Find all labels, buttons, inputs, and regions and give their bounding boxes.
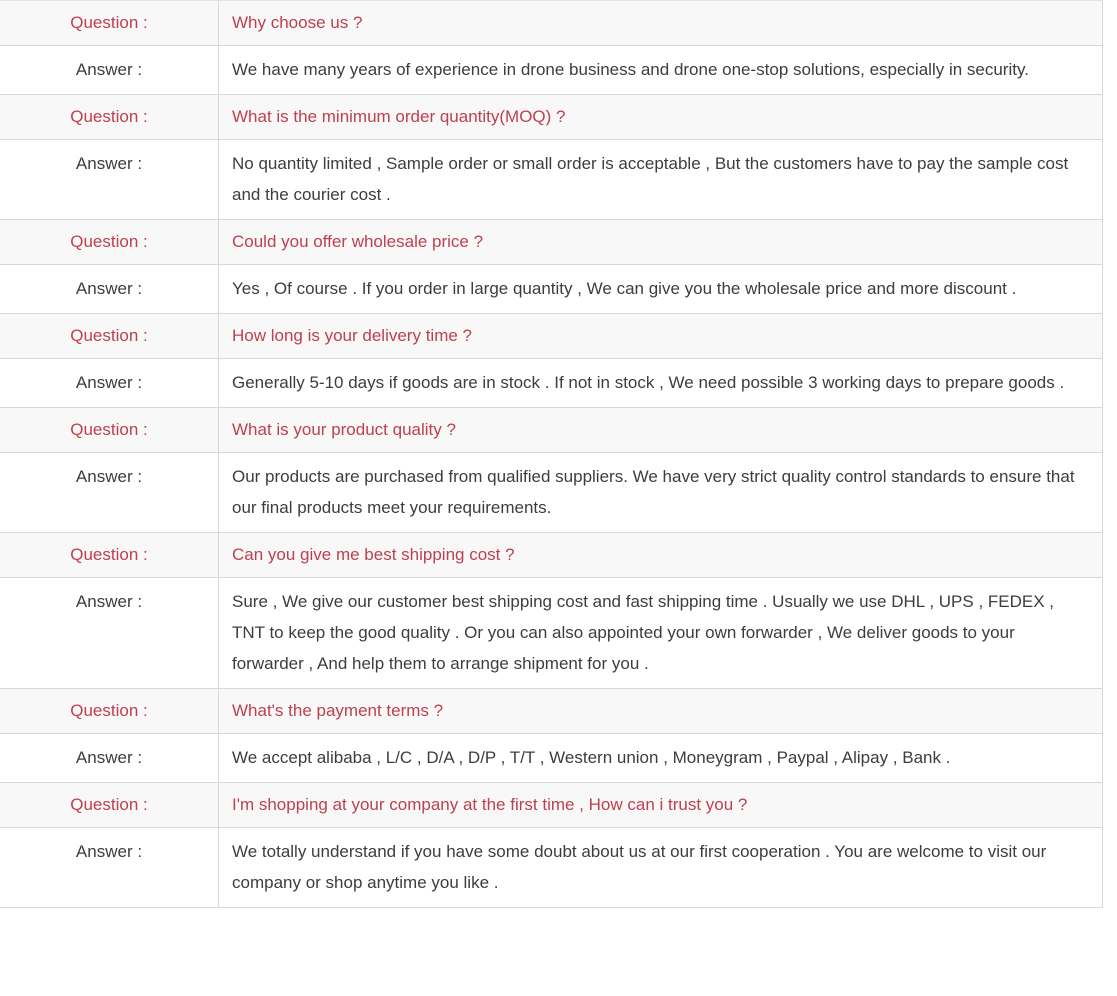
answer-label: Answer : — [0, 46, 219, 94]
question-text: What is the minimum order quantity(MOQ) ? — [232, 107, 566, 126]
answer-text: Our products are purchased from qualified suppliers. We have very strict quality control standards to ensure that our final products meet your requirements. — [232, 467, 1075, 517]
answer-label: Answer : — [0, 359, 219, 407]
question-label: Question : — [0, 689, 219, 733]
answer-text: No quantity limited , Sample order or small order is acceptable , But the customers have to pay the sample cost and the courier cost . — [232, 154, 1069, 204]
question-row — [0, 1, 1102, 46]
answer-row — [0, 140, 1102, 220]
question-label: Question : — [0, 220, 219, 264]
question-row — [0, 95, 1102, 140]
answer-row — [0, 359, 1102, 408]
answer-text: We totally understand if you have some doubt about us at our first cooperation . You are welcome to visit our company or shop anytime you like . — [232, 842, 1047, 892]
answer-label: Answer : — [0, 734, 219, 782]
question-label: Question : — [0, 533, 219, 577]
answer-label: Answer : — [0, 140, 219, 219]
answer-text: We have many years of experience in drone business and drone one-stop solutions, especially in security. — [232, 60, 1029, 79]
question-label: Question : — [0, 408, 219, 452]
question-row — [0, 220, 1102, 265]
answer-label: Answer : — [0, 453, 219, 532]
question-label: Question : — [0, 1, 219, 45]
answer-label: Answer : — [0, 578, 219, 688]
answer-row — [0, 453, 1102, 533]
answer-text: We accept alibaba , L/C , D/A , D/P , T/T , Western union , Moneygram , Paypal , Alipay , Bank . — [232, 748, 951, 767]
answer-label: Answer : — [0, 265, 219, 313]
question-label: Question : — [0, 314, 219, 358]
question-label: Question : — [0, 783, 219, 827]
question-text: I'm shopping at your company at the first time , How can i trust you ? — [232, 795, 748, 814]
question-text: Why choose us ? — [232, 13, 363, 32]
question-row — [0, 783, 1102, 828]
answer-label: Answer : — [0, 828, 219, 907]
answer-text: Yes , Of course . If you order in large quantity , We can give you the wholesale price and more discount . — [232, 279, 1017, 298]
question-text: What's the payment terms ? — [232, 701, 444, 720]
question-text: What is your product quality ? — [232, 420, 456, 439]
question-row — [0, 533, 1102, 578]
question-text: Could you offer wholesale price ? — [232, 232, 484, 251]
answer-row — [0, 828, 1102, 908]
answer-row — [0, 265, 1102, 314]
question-text: How long is your delivery time ? — [232, 326, 472, 345]
question-text: Can you give me best shipping cost ? — [232, 545, 515, 564]
answer-text: Generally 5-10 days if goods are in stock . If not in stock , We need possible 3 working days to prepare goods . — [232, 373, 1065, 392]
question-row — [0, 314, 1102, 359]
question-row — [0, 689, 1102, 734]
answer-row — [0, 578, 1102, 689]
answer-row — [0, 734, 1102, 783]
question-label: Question : — [0, 95, 219, 139]
answer-row — [0, 46, 1102, 95]
question-row — [0, 408, 1102, 453]
answer-text: Sure , We give our customer best shipping cost and fast shipping time . Usually we use DHL , UPS , FEDEX , TNT to keep the good quality . Or you can also appointed your own forwarder , We deliver goods to your forwarder , And help them to arrange shipment for you . — [232, 592, 1055, 673]
